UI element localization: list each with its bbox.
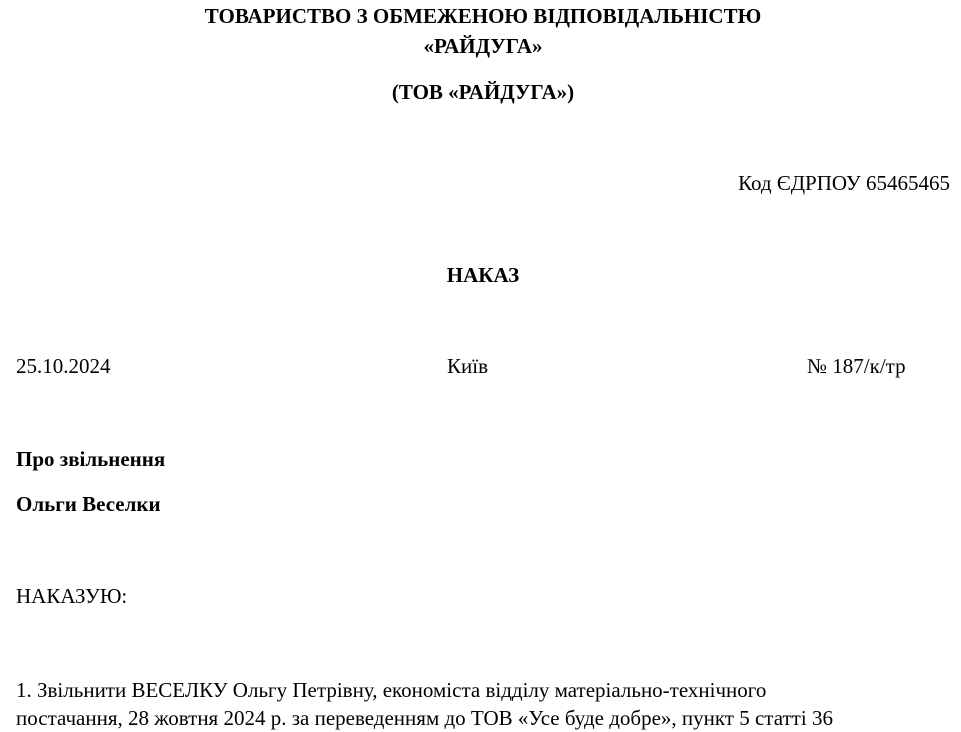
document-title: НАКАЗ (446, 263, 520, 287)
organization-name-line1: ТОВАРИСТВО З ОБМЕЖЕНОЮ ВІДПОВІДАЛЬНІСТЮ (204, 4, 762, 28)
order-subject-line2: Ольги Веселки (16, 492, 161, 516)
edrpou-code: Код ЄДРПОУ 65465465 (738, 171, 950, 195)
order-date: 25.10.2024 (16, 354, 111, 378)
organization-short-name: (ТОВ «РАЙДУГА») (391, 80, 575, 104)
organization-name-line2: «РАЙДУГА» (423, 34, 543, 58)
order-paragraph-1 (16, 676, 961, 732)
directive-heading: НАКАЗУЮ: (16, 584, 128, 608)
order-subject-line1: Про звільнення (16, 447, 166, 471)
order-number: № 187/к/тр (807, 354, 906, 378)
order-city: Київ (447, 354, 488, 378)
paragraph-line1: 1. Звільнити ВЕСЕЛКУ Ольгу Петрівну, економіста відділу матеріально-технічного (16, 678, 767, 702)
paragraph-line2: постачання, 28 жовтня 2024 р. за переведенням до ТОВ «Усе буде добре», пункт 5 статті 36 (16, 706, 833, 730)
